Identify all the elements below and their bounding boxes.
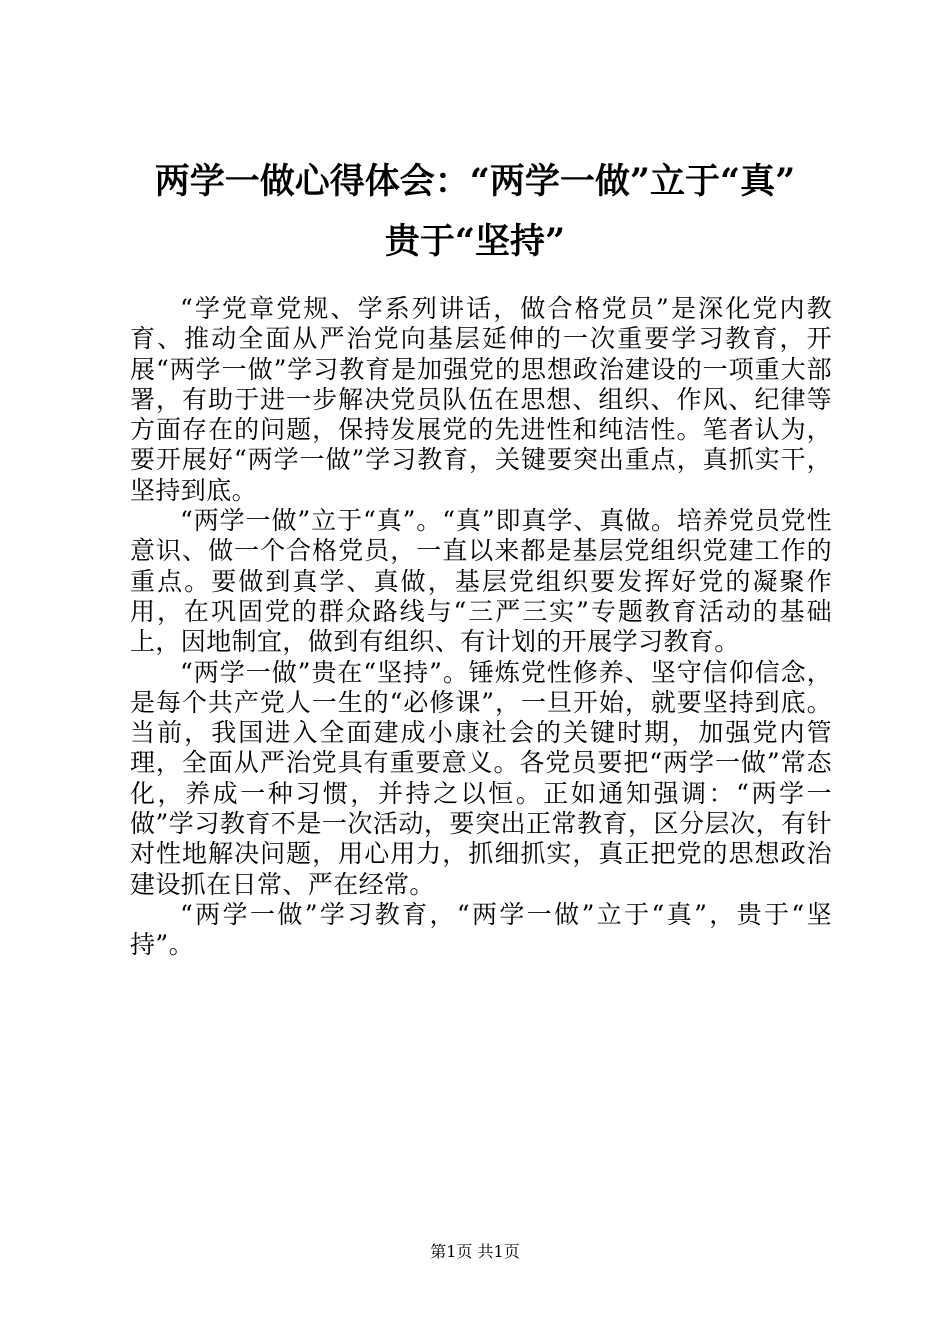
body-paragraph-3: “两学一做”贵在“坚持”。锤炼党性修养、坚守信仰信念，是每个共产党人一生的“必修课”，一旦开始，就要坚持到底。当前，我国进入全面建成小康社会的关键时期，加强党内管理，全面从严治党具有重要意义。各党员要把“两学一做”常态化，养成一种习惯，并持之以恒。正如通知强调：“两学一做”学习教育不是一次活动，要突出正常教育，区分层次，有针对性地解决问题，用心用力，抓细抓实，真正把党的思想政治建设抓在日常、严在经常。 — [130, 657, 832, 899]
document-title-line-2: 贵于“坚持” — [384, 221, 566, 262]
document-title-line-1: 两学一做心得体会：“两学一做”立于“真” — [154, 161, 796, 202]
body-paragraph-1: “学党章党规、学系列讲话，做合格党员”是深化党内教育、推动全面从严治党向基层延伸的一次重要学习教育，开展“两学一做”学习教育是加强党的思想政治建设的一项重大部署，有助于进一步解决党员队伍在思想、组织、作风、纪律等方面存在的问题，保持发展党的先进性和纯洁性。笔者认为，要开展好“两学一做”学习教育，关键要突出重点，真抓实干，坚持到底。 — [130, 294, 832, 505]
body-paragraph-2: “两学一做”立于“真”。“真”即真学、真做。培养党员党性意识、做一个合格党员，一直以来都是基层党组织党建工作的重点。要做到真学、真做，基层党组织要发挥好党的凝聚作用，在巩固党的群众路线与“三严三实”专题教育活动的基础上，因地制宜，做到有组织、有计划的开展学习教育。 — [130, 506, 832, 657]
document-body — [130, 294, 832, 961]
body-paragraph-4: “两学一做”学习教育，“两学一做”立于“真”，贵于“坚持”。 — [130, 899, 832, 960]
page-footer: 第1页 共1页 — [430, 1242, 520, 1261]
